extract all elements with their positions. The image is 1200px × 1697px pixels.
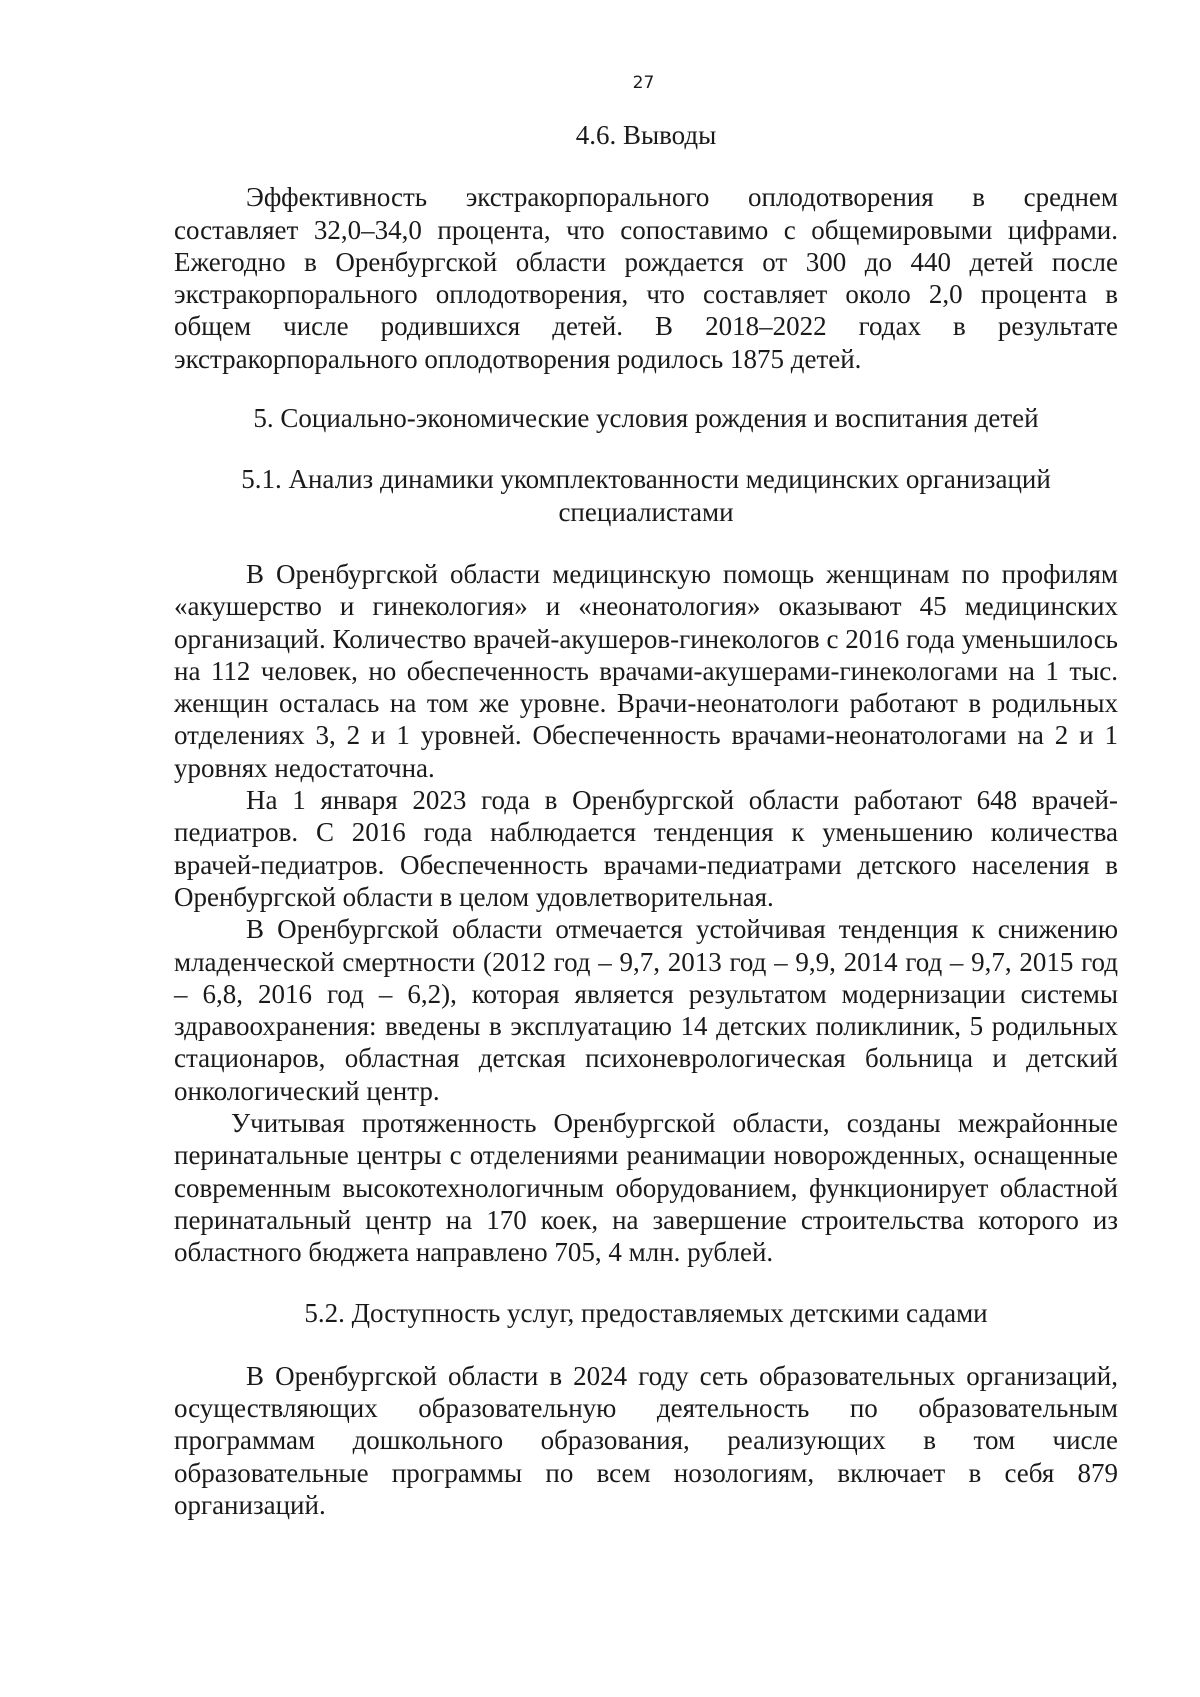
paragraph-perinatal-centers: Учитывая протяженность Оренбургской области, созданы межрайонные перинатальные центры с отделениями реанимации новорожденных, оснащенные современным высокотехнологичным оборудованием, функционирует областной перинатальный центр на 170 коек, на завершение строительства которого из областного бюджета направлено 705, 4 млн. рублей. [174,1108,1118,1268]
paragraph-infant-mortality: В Оренбургской области отмечается устойчивая тенденция к снижению младенческой смертности (2012 год – 9,7, 2013 год – 9,9, 2014 год – 9,7, 2015 год – 6,8, 2016 год – 6,2), которая является результатом модернизации системы здравоохранения: введены в эксплуатацию 14 детских поликлиник, 5 родильных стационаров, областная детская психоневрологическая больница и детский онкологический центр. [174,914,1118,1106]
section-heading-5-2: 5.2. Доступность услуг, предоставляемых детскими садами [304,1297,988,1328]
section-heading-4-6: 4.6. Выводы [575,120,717,150]
paragraph-ivf-summary: Эффективность экстракорпорального оплодотворения в среднем составляет 32,0–34,0 процента, что сопоставимо с общемировыми цифрами. Ежегодно в Оренбургской области рождается от 300 до 440 детей после экстракорпорального оплодотворения, что составляет около 2,0 процента в общем числе родившихся детей. В 2018–2022 годах в результате экстракорпорального оплодотворения родилось 1875 детей. [174,182,1118,374]
section-heading-5-1 [174,463,1118,528]
page-content [174,112,1118,1521]
page-number: 27 [632,73,655,93]
section-heading-5: 5. Социально-экономические условия рождения и воспитания детей [253,403,1039,434]
paragraph-pediatricians: На 1 января 2023 года в Оренбургской области работают 648 врачей-педиатров. С 2016 года наблюдается тенденция к уменьшению количества врачей-педиатров. Обеспеченность врачами-педиатрами детского населения в Оренбургской области в целом удовлетворительная. [174,785,1118,912]
section-heading-5-1-line1: 5.1. Анализ динамики укомплектованности медицинских организаций [241,464,1051,495]
paragraph-kindergartens: В Оренбургской области в 2024 году сеть образовательных организаций, осуществляющих образовательную деятельность по образовательным программам дошкольного образования, реализующих в том числе образовательные программы по всем нозологиям, включает в себя 879 организаций. [174,1360,1118,1520]
section-heading-5-1-line2: специалистами [558,496,734,527]
paragraph-obstetric-staffing: В Оренбургской области медицинскую помощь женщинам по профилям «акушерство и гинекология» и «неонатология» оказывают 45 медицинских организаций. Количество врачей-акушеров-гинекологов с 2016 года уменьшилось на 112 человек, но обеспеченность врачами-акушерами-гинекологами на 1 тыс. женщин осталась на том же уровне. Врачи-неонатологи работают в родильных отделениях 3, 2 и 1 уровней. Обеспеченность врачами-неонатологами на 2 и 1 уровнях недостаточна. [174,558,1118,783]
